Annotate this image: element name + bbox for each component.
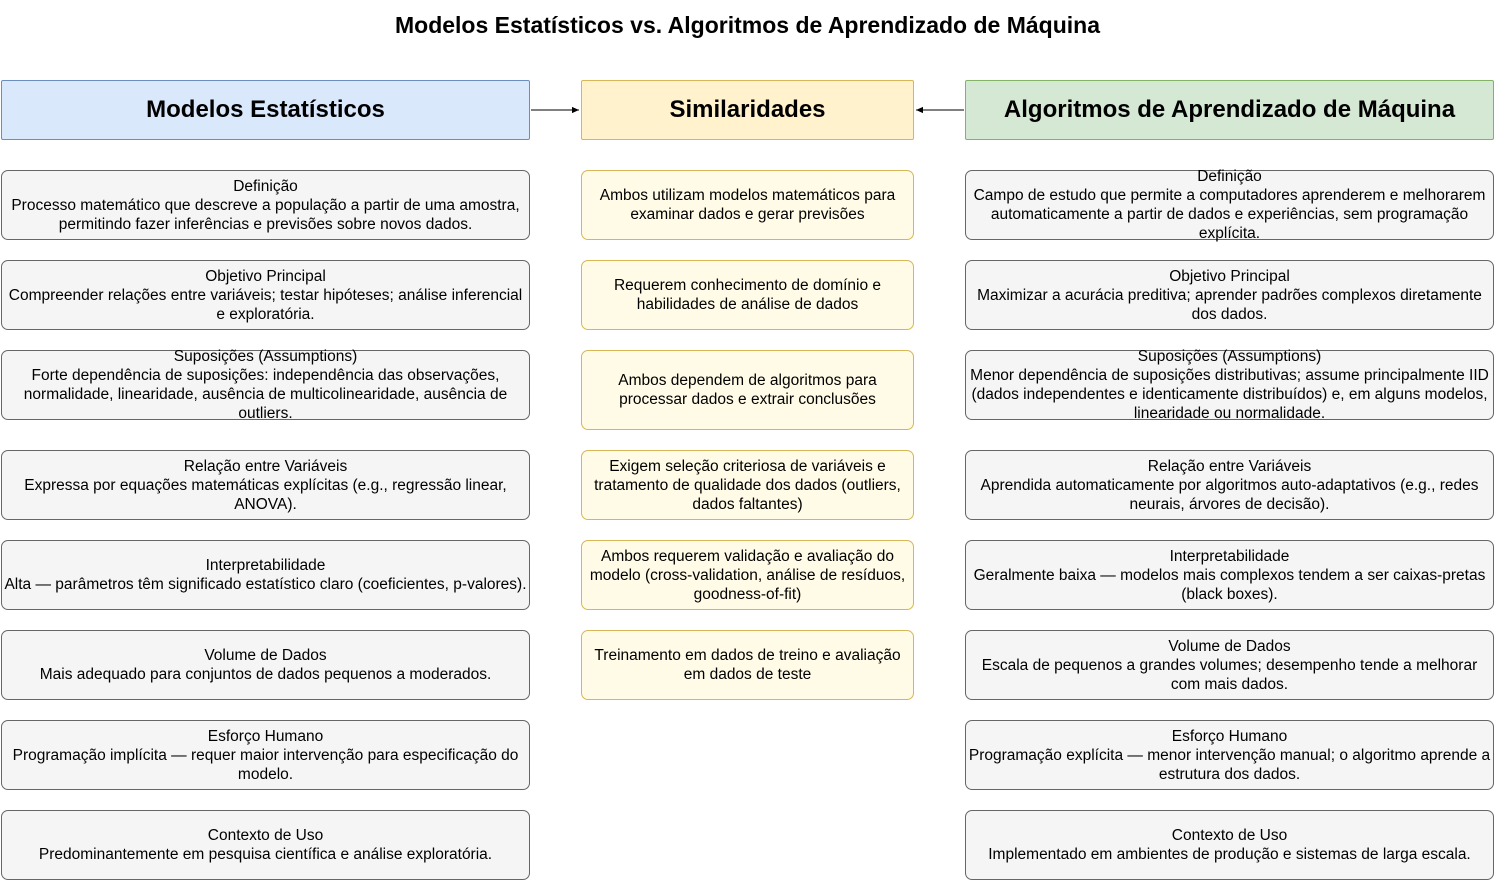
similarity-item: Requerem conhecimento de domínio e habilidades de análise de dados: [581, 260, 914, 330]
left-card-definition: [1, 170, 530, 240]
card-label: Relação entre Variáveis: [1147, 457, 1312, 475]
similarity-item: Ambos requerem validação e avaliação do modelo (cross-validation, análise de resíduos, goodness-of-fit): [581, 540, 914, 610]
card-text: Programação implícita — requer maior intervenção para especificação do modelo.: [12, 746, 519, 783]
card-label: Objetivo Principal: [205, 267, 326, 285]
similarity-item: Ambos dependem de algoritmos para processar dados e extrair conclusões: [581, 350, 914, 430]
card-text: Alta — parâmetros têm significado estatístico claro (coeficientes, p-valores).: [4, 576, 527, 593]
card-label: Definição: [233, 177, 298, 195]
similarity-item: Ambos utilizam modelos matemáticos para examinar dados e gerar previsões: [581, 170, 914, 240]
right-card-data-volume: [965, 630, 1494, 700]
card-text: Expressa por equações matemáticas explícitas (e.g., regressão linear, ANOVA).: [24, 476, 507, 513]
right-card-usage-context: [965, 810, 1494, 880]
card-text: Escala de pequenos a grandes volumes; desempenho tende a melhorar com mais dados.: [981, 656, 1478, 693]
left-card-objective: [1, 260, 530, 330]
left-card-interpretability: [1, 540, 530, 610]
card-text: Forte dependência de suposições: independência das observações, normalidade, linearidade, ausência de multicolinearidade, ausência de outliers.: [23, 367, 508, 422]
card-label: Interpretabilidade: [205, 557, 326, 574]
left-card-data-volume: [1, 630, 530, 700]
card-label: Relação entre Variáveis: [183, 457, 348, 475]
card-text: Mais adequado para conjuntos de dados pequenos a moderados.: [39, 666, 492, 683]
left-card-usage-context: [1, 810, 530, 880]
card-text: Processo matemático que descreve a população a partir de uma amostra, permitindo fazer inferências e previsões sobre novos dados.: [11, 196, 520, 233]
card-text: Maximizar a acurácia preditiva; aprender padrões complexos diretamente dos dados.: [977, 286, 1482, 323]
header-similarities: Similaridades: [581, 80, 914, 140]
left-card-assumptions: [1, 350, 530, 420]
card-text: Implementado em ambientes de produção e sistemas de larga escala.: [988, 846, 1471, 863]
card-label: Suposições (Assumptions): [1137, 348, 1322, 365]
card-text: Programação explícita — menor intervenção manual; o algoritmo aprende a estrutura dos dados.: [968, 746, 1491, 783]
card-label: Definição: [1197, 168, 1262, 185]
similarity-item: Treinamento em dados de treino e avaliação em dados de teste: [581, 630, 914, 700]
card-text: Menor dependência de suposições distributivas; assume principalmente IID (dados independentes e identicamente distribuídos) e, em alguns modelos, linearidade ou normalidade.: [970, 367, 1489, 422]
card-label: Contexto de Uso: [1171, 827, 1288, 844]
card-label: Objetivo Principal: [1169, 267, 1290, 285]
right-card-definition: [965, 170, 1494, 240]
right-card-variable-relation: [965, 450, 1494, 520]
left-card-variable-relation: [1, 450, 530, 520]
right-card-human-effort: [965, 720, 1494, 790]
right-card-objective: [965, 260, 1494, 330]
card-text: Campo de estudo que permite a computadores aprenderem e melhorarem automaticamente a partir de dados e experiências, sem programação explícita.: [973, 187, 1486, 242]
left-card-human-effort: [1, 720, 530, 790]
card-label: Contexto de Uso: [207, 827, 324, 844]
card-label: Esforço Humano: [1171, 727, 1288, 745]
similarity-item: Exigem seleção criteriosa de variáveis e tratamento de qualidade dos dados (outliers, dados faltantes): [581, 450, 914, 520]
card-label: Interpretabilidade: [1169, 547, 1290, 565]
header-machine-learning: Algoritmos de Aprendizado de Máquina: [965, 80, 1494, 140]
card-label: Esforço Humano: [207, 727, 324, 745]
card-label: Volume de Dados: [1168, 637, 1291, 655]
card-text: Compreender relações entre variáveis; testar hipóteses; análise inferencial e exploratória.: [8, 286, 523, 323]
card-text: Aprendida automaticamente por algoritmos auto-adaptativos (e.g., redes neurais, árvores de decisão).: [980, 476, 1479, 513]
header-statistical-models: Modelos Estatísticos: [1, 80, 530, 140]
card-label: Suposições (Assumptions): [173, 348, 358, 365]
card-label: Volume de Dados: [204, 647, 327, 664]
right-card-interpretability: [965, 540, 1494, 610]
diagram-title: Modelos Estatísticos vs. Algoritmos de Aprendizado de Máquina: [394, 12, 1100, 38]
card-text: Geralmente baixa — modelos mais complexos tendem a ser caixas-pretas (black boxes).: [973, 566, 1486, 603]
right-card-assumptions: [965, 350, 1494, 420]
card-text: Predominantemente em pesquisa científica e análise exploratória.: [38, 846, 493, 863]
